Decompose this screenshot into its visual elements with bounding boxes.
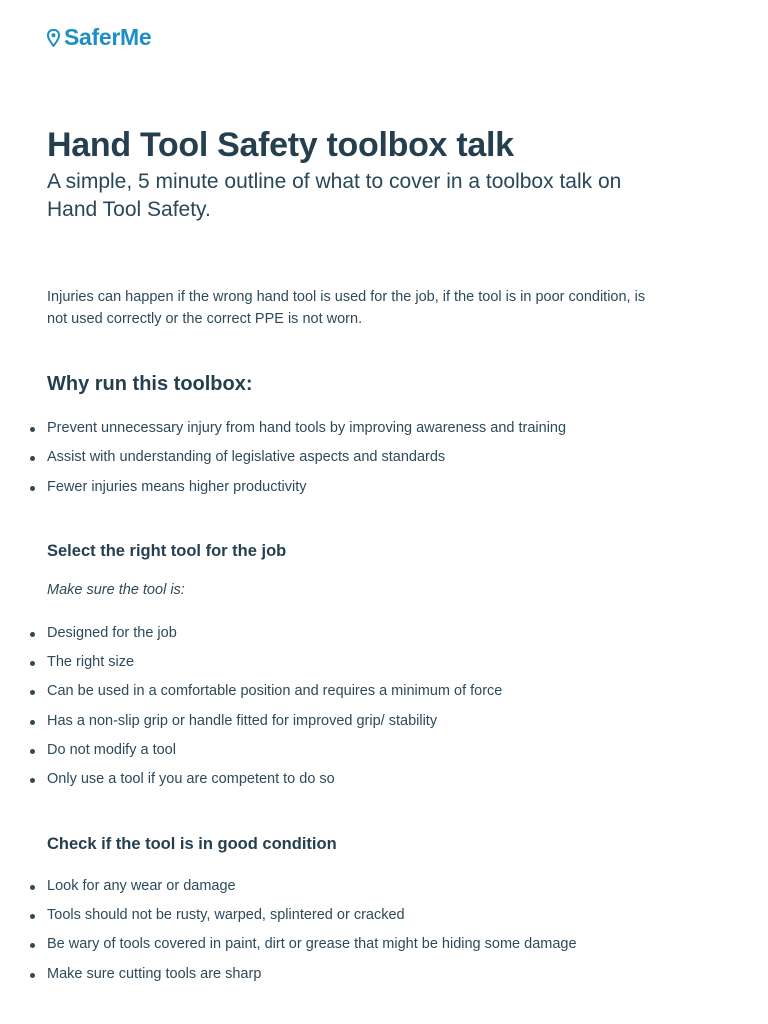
list-item: Only use a tool if you are competent to do so bbox=[47, 765, 687, 794]
list-item: Make sure cutting tools are sharp bbox=[47, 960, 687, 989]
list-item: Assist with understanding of legislative aspects and standards bbox=[47, 443, 687, 472]
saferme-logo[interactable] bbox=[47, 24, 151, 51]
list-item: Fewer injuries means higher productivity bbox=[47, 473, 687, 502]
check-heading: Check if the tool is in good condition bbox=[47, 834, 337, 853]
check-list bbox=[47, 872, 687, 989]
brand-name: SaferMe bbox=[64, 24, 152, 50]
page-subtitle: A simple, 5 minute outline of what to cover in a toolbox talk on Hand Tool Safety. bbox=[47, 170, 622, 221]
list-item: Do not modify a tool bbox=[47, 736, 687, 765]
list-item: Look for any wear or damage bbox=[47, 872, 687, 901]
map-pin-icon bbox=[47, 29, 60, 47]
intro-paragraph: Injuries can happen if the wrong hand tool is used for the job, if the tool is in poor condition, is not used correctly or the correct PPE is not worn. bbox=[47, 289, 646, 327]
why-list bbox=[47, 414, 687, 502]
select-note: Make sure the tool is: bbox=[47, 581, 185, 598]
list-item: Prevent unnecessary injury from hand tools by improving awareness and training bbox=[47, 414, 687, 443]
list-item: Has a non-slip grip or handle fitted for improved grip/ stability bbox=[47, 707, 687, 736]
list-item: Be wary of tools covered in paint, dirt or grease that might be hiding some damage bbox=[47, 930, 687, 959]
list-item: Tools should not be rusty, warped, splintered or cracked bbox=[47, 901, 687, 930]
select-list bbox=[47, 619, 687, 795]
list-item: Designed for the job bbox=[47, 619, 687, 648]
page-title: Hand Tool Safety toolbox talk bbox=[47, 126, 514, 164]
document-body bbox=[47, 124, 687, 989]
list-item: The right size bbox=[47, 648, 687, 677]
list-item: Can be used in a comfortable position and requires a minimum of force bbox=[47, 677, 687, 706]
why-heading: Why run this toolbox: bbox=[47, 373, 253, 395]
select-heading: Select the right tool for the job bbox=[47, 541, 287, 560]
